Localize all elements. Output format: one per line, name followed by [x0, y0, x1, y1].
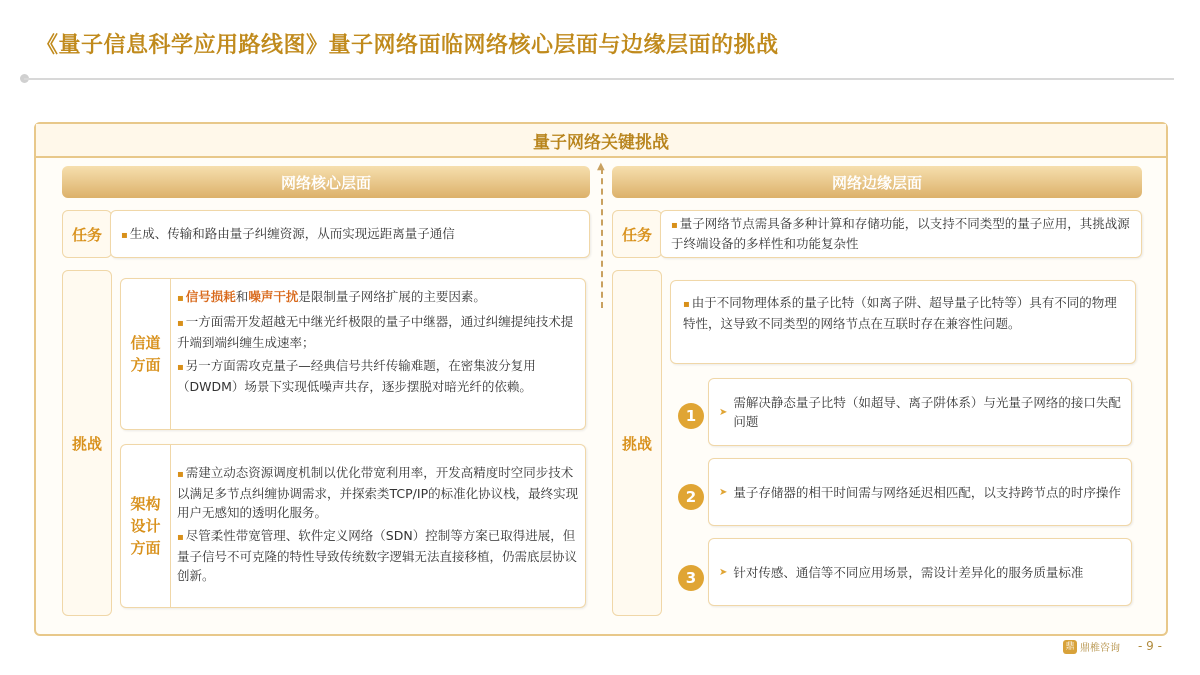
- edge-item-3: [708, 538, 1132, 606]
- title-divider: [24, 78, 1174, 80]
- edge-task-box: [660, 210, 1142, 258]
- item-number-3: 3: [678, 565, 704, 591]
- edge-item-2: [708, 458, 1132, 526]
- core-task-text: ▪ 生成、传输和路由量子纠缠资源，从而实现远距离量子通信: [121, 224, 455, 245]
- arrow-icon: ➤: [719, 566, 728, 578]
- edge-column-header: 网络边缘层面: [612, 166, 1142, 198]
- channel-box: [120, 278, 586, 430]
- noise-highlight: 噪声干扰: [248, 289, 299, 304]
- edge-task-text: ▪ 量子网络节点需具备多种计算和存储功能，以支持不同类型的量子应用，其挑战源于终端设备的多样性和功能复杂性: [671, 215, 1131, 253]
- edge-task-label: 任务: [612, 210, 662, 258]
- edge-item-2-text: 量子存储器的相干时间需与网络延迟相匹配，以支持跨节点的时序操作: [733, 484, 1121, 500]
- architecture-line-2: ▪ 尽管柔性带宽管理、软件定义网络（SDN）控制等方案已取得进展，但量子信号不可克隆的特性导致传统数字逻辑无法直接移植，仍需底层协议创新。: [177, 526, 579, 585]
- channel-line-1-rest: 是限制量子网络扩展的主要因素。: [298, 289, 486, 304]
- architecture-label-text: 架构设计方面: [130, 495, 161, 557]
- logo-text: 鼎椎咨询: [1080, 643, 1120, 654]
- channel-line-1-and: 和: [235, 289, 249, 304]
- architecture-line-1: ▪ 需建立动态资源调度机制以优化带宽利用率，开发高精度时空同步技术以满足多节点纠缠协调需求，并探索类TCP/IP的标准化协议栈，最终实现用户无感知的透明化服务。: [177, 463, 579, 522]
- column-divider: [601, 168, 603, 308]
- architecture-label: [121, 445, 171, 607]
- footer-logo: [1063, 639, 1120, 654]
- challenges-panel: [34, 122, 1168, 636]
- architecture-box: [120, 444, 586, 608]
- logo-icon: 鼎: [1063, 640, 1077, 654]
- page-title: 《量子信息科学应用路线图》量子网络面临网络核心层面与边缘层面的挑战: [36, 32, 779, 58]
- core-task-box: [110, 210, 590, 258]
- item-number-1: 1: [678, 403, 704, 429]
- core-challenge-label: 挑战: [62, 270, 112, 616]
- arrow-icon: ➤: [719, 406, 728, 418]
- core-task-label: 任务: [62, 210, 112, 258]
- panel-header: 量子网络关键挑战: [36, 124, 1166, 158]
- channel-line-1: [177, 287, 579, 308]
- edge-item-1-text: 需解决静态量子比特（如超导、离子阱体系）与光量子网络的接口失配问题: [733, 395, 1121, 429]
- edge-intro-text: ▪ 由于不同物理体系的量子比特（如离子阱、超导量子比特等）具有不同的物理特性，这导致不同类型的网络节点在互联时存在兼容性问题。: [683, 293, 1123, 333]
- edge-challenge-label: 挑战: [612, 270, 662, 616]
- edge-item-3-text: 针对传感、通信等不同应用场景，需设计差异化的服务质量标准: [733, 564, 1084, 580]
- item-number-2: 2: [678, 484, 704, 510]
- architecture-content: [177, 463, 579, 585]
- edge-intro-box: [670, 280, 1136, 364]
- channel-line-2: ▪ 一方面需开发超越无中继光纤极限的量子中继器，通过纠缠提纯技术提升端到端纠缠生成速率；: [177, 312, 579, 352]
- edge-item-1: [708, 378, 1132, 446]
- signal-loss-highlight: 信号损耗: [185, 289, 236, 304]
- channel-label-text: 信道方面: [130, 334, 161, 374]
- channel-line-3: ▪ 另一方面需攻克量子—经典信号共纤传输难题，在密集波分复用（DWDM）场景下实现低噪声共存，逐步摆脱对暗光纤的依赖。: [177, 356, 579, 396]
- channel-content: [177, 287, 579, 396]
- arrow-icon: ➤: [719, 486, 728, 498]
- core-column-header: 网络核心层面: [62, 166, 590, 198]
- page-number: - 9 -: [1138, 639, 1162, 653]
- channel-label: [121, 279, 171, 429]
- divider-arrow-icon: ▲: [597, 161, 605, 172]
